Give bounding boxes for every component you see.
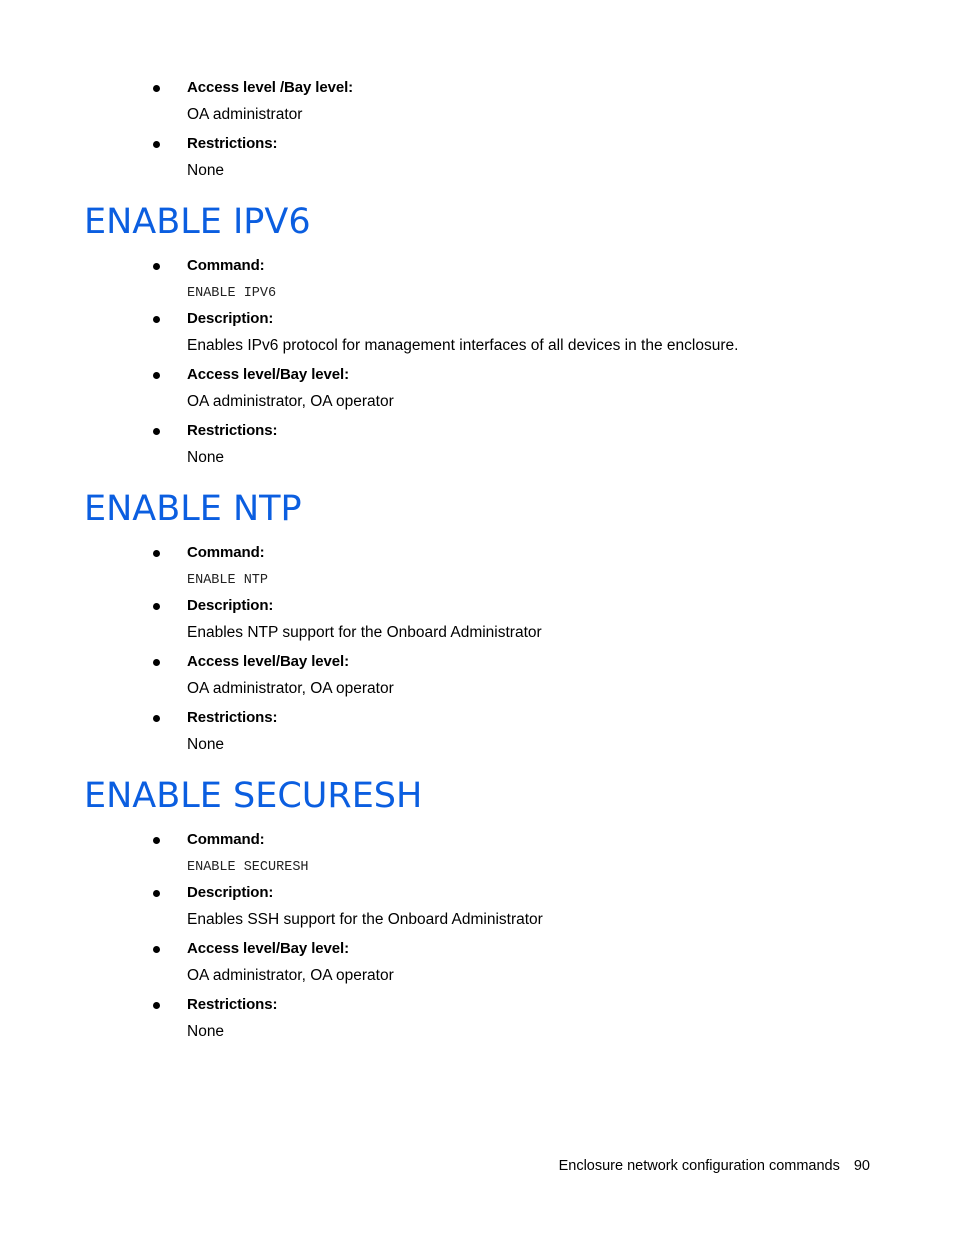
bullet-icon <box>153 550 160 557</box>
item-label: Access level/Bay level: <box>187 366 349 383</box>
item-value: Enables SSH support for the Onboard Administrator <box>187 911 543 928</box>
bullet-icon <box>153 603 160 610</box>
section-heading-enable-securesh: ENABLE SECURESH <box>84 776 423 816</box>
item-label: Restrictions: <box>187 996 278 1013</box>
bullet-icon <box>153 1002 160 1009</box>
bullet-icon <box>153 715 160 722</box>
item-value: None <box>187 162 225 179</box>
bullet-icon <box>153 946 160 953</box>
item-label: Description: <box>187 884 274 901</box>
item-value: None <box>187 449 225 466</box>
item-label: Command: <box>187 544 265 561</box>
item-value: Enables NTP support for the Onboard Administrator <box>187 624 542 641</box>
item-label: Restrictions: <box>187 135 278 152</box>
footer-chapter-title: Enclosure network configuration commands <box>558 1158 840 1174</box>
item-label: Access level /Bay level: <box>187 79 354 96</box>
item-label: Restrictions: <box>187 709 278 726</box>
bullet-icon <box>153 316 160 323</box>
section-heading-enable-ipv6: ENABLE IPV6 <box>84 202 311 242</box>
item-label: Restrictions: <box>187 422 278 439</box>
item-label: Access level/Bay level: <box>187 653 349 670</box>
bullet-icon <box>153 659 160 666</box>
item-value: OA administrator <box>187 106 303 123</box>
item-label: Command: <box>187 831 265 848</box>
item-label: Access level/Bay level: <box>187 940 349 957</box>
command-code: ENABLE NTP <box>187 573 269 588</box>
bullet-icon <box>153 837 160 844</box>
bullet-icon <box>153 263 160 270</box>
bullet-icon <box>153 141 160 148</box>
bullet-icon <box>153 372 160 379</box>
section-heading-enable-ntp: ENABLE NTP <box>84 489 302 529</box>
item-value: OA administrator, OA operator <box>187 680 394 697</box>
item-label: Description: <box>187 310 274 327</box>
item-value: OA administrator, OA operator <box>187 967 394 984</box>
bullet-icon <box>153 85 160 92</box>
bullet-icon <box>153 428 160 435</box>
page-number: 90 <box>853 1158 870 1174</box>
bullet-icon <box>153 890 160 897</box>
command-code: ENABLE IPV6 <box>187 286 277 301</box>
item-value: Enables IPv6 protocol for management interfaces of all devices in the enclosure. <box>187 337 739 354</box>
page-footer <box>0 1158 870 1174</box>
item-label: Command: <box>187 257 265 274</box>
item-value: None <box>187 1023 225 1040</box>
item-value: OA administrator, OA operator <box>187 393 394 410</box>
item-value: None <box>187 736 225 753</box>
command-code: ENABLE SECURESH <box>187 860 309 875</box>
item-label: Description: <box>187 597 274 614</box>
